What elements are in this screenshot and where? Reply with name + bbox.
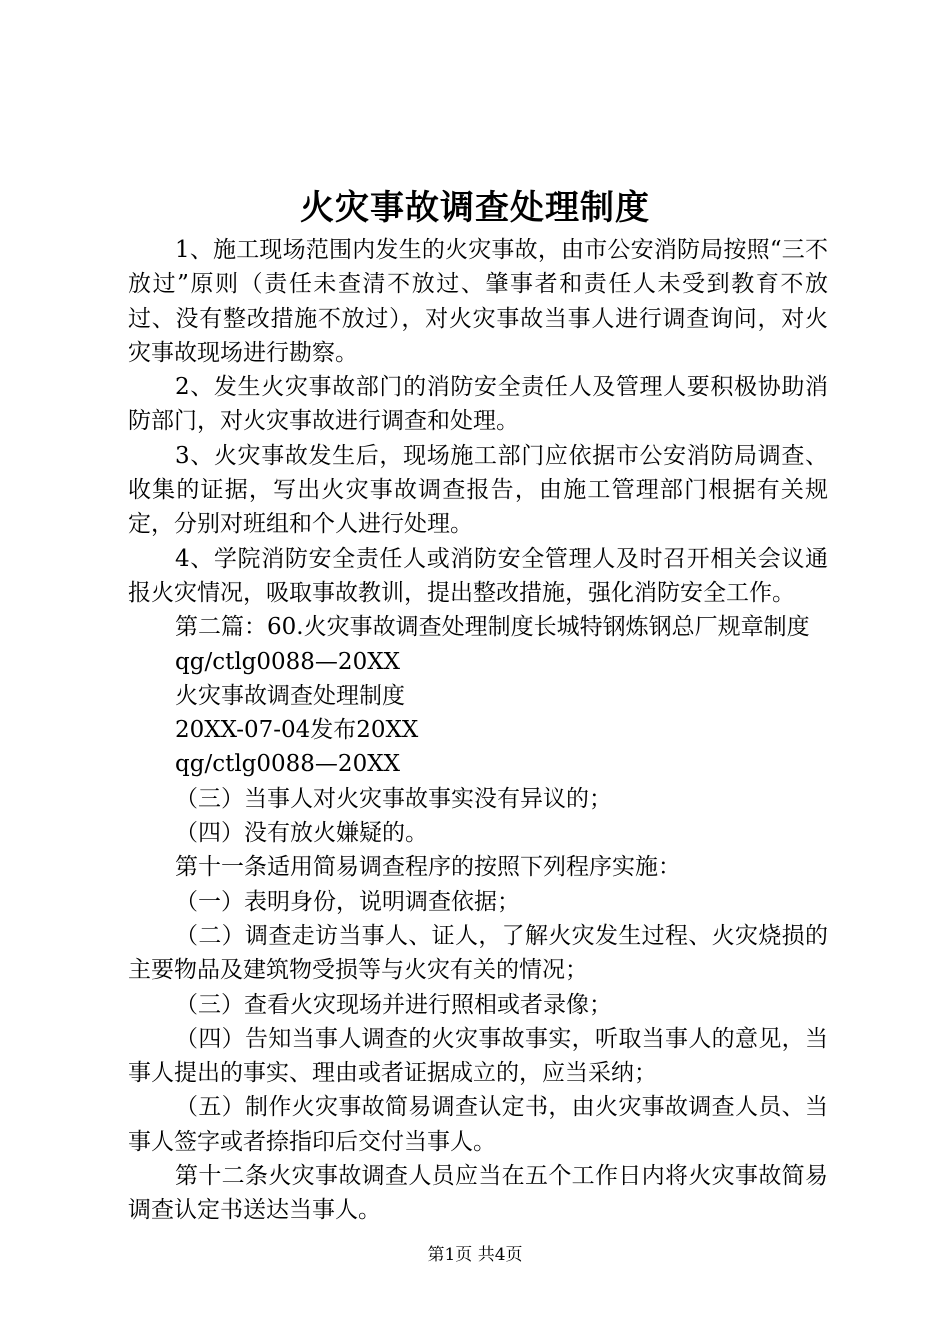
paragraph-1: 1、施工现场范围内发生的火灾事故，由市公安消防局按照“三不放过”原则（责任未查清不放过、肇事者和责任人未受到教育不放过、没有整改措施不放过），对火灾事故当事人进行调查询问，对火灾事故现场进行勘察。 bbox=[128, 237, 828, 366]
paragraph-step-5: （五）制作火灾事故简易调查认定书，由火灾事故调查人员、当事人签字或者捺指印后交付当事人。 bbox=[128, 1094, 828, 1155]
page-number-footer: 第1页 共4页 bbox=[427, 1245, 523, 1265]
paragraph-publish-date: 20XX-07-04发布20XX bbox=[175, 717, 419, 744]
paragraph-article-12: 第十二条火灾事故调查人员应当在五个工作日内将火灾事故简易调查认定书送达当事人。 bbox=[128, 1163, 828, 1224]
document-body bbox=[128, 233, 828, 1228]
paragraph-part-two-heading: 第二篇：60.火灾事故调查处理制度长城特钢炼钢总厂规章制度 bbox=[175, 614, 810, 641]
paragraph-item-3: （三）当事人对火灾事故事实没有异议的； bbox=[175, 785, 612, 812]
paragraph-standard-code: qg/ctlg0088—20XX bbox=[175, 648, 400, 675]
paragraph-3: 3、火灾事故发生后，现场施工部门应依据市公安消防局调查、收集的证据，写出火灾事故调查报告，由施工管理部门根据有关规定，分别对班组和个人进行处理。 bbox=[128, 442, 828, 538]
paragraph-item-4: （四）没有放火嫌疑的。 bbox=[175, 820, 428, 847]
paragraph-step-2: （二）调查走访当事人、证人，了解火灾发生过程、火灾烧损的主要物品及建筑物受损等与火灾有关的情况； bbox=[128, 922, 828, 984]
paragraph-step-1: （一）表明身份，说明调查依据； bbox=[175, 888, 520, 915]
paragraph-4: 4、学院消防安全责任人或消防安全管理人及时召开相关会议通报火灾情况，吸取事故教训，提出整改措施，强化消防安全工作。 bbox=[128, 545, 828, 606]
paragraph-step-3: （三）查看火灾现场并进行照相或者录像； bbox=[175, 991, 612, 1018]
paragraph-step-4: （四）告知当事人调查的火灾事故事实，听取当事人的意见，当事人提出的事实、理由或者证据成立的，应当采纳； bbox=[128, 1025, 828, 1087]
paragraph-2: 2、发生火灾事故部门的消防安全责任人及管理人要积极协助消防部门，对火灾事故进行调查和处理。 bbox=[128, 374, 828, 435]
paragraph-subtitle: 火灾事故调查处理制度 bbox=[175, 682, 405, 709]
paragraph-standard-code-repeat: qg/ctlg0088—20XX bbox=[175, 751, 400, 778]
paragraph-article-11: 第十一条适用简易调查程序的按照下列程序实施： bbox=[175, 854, 681, 881]
document-title: 火灾事故调查处理制度 bbox=[300, 188, 650, 228]
